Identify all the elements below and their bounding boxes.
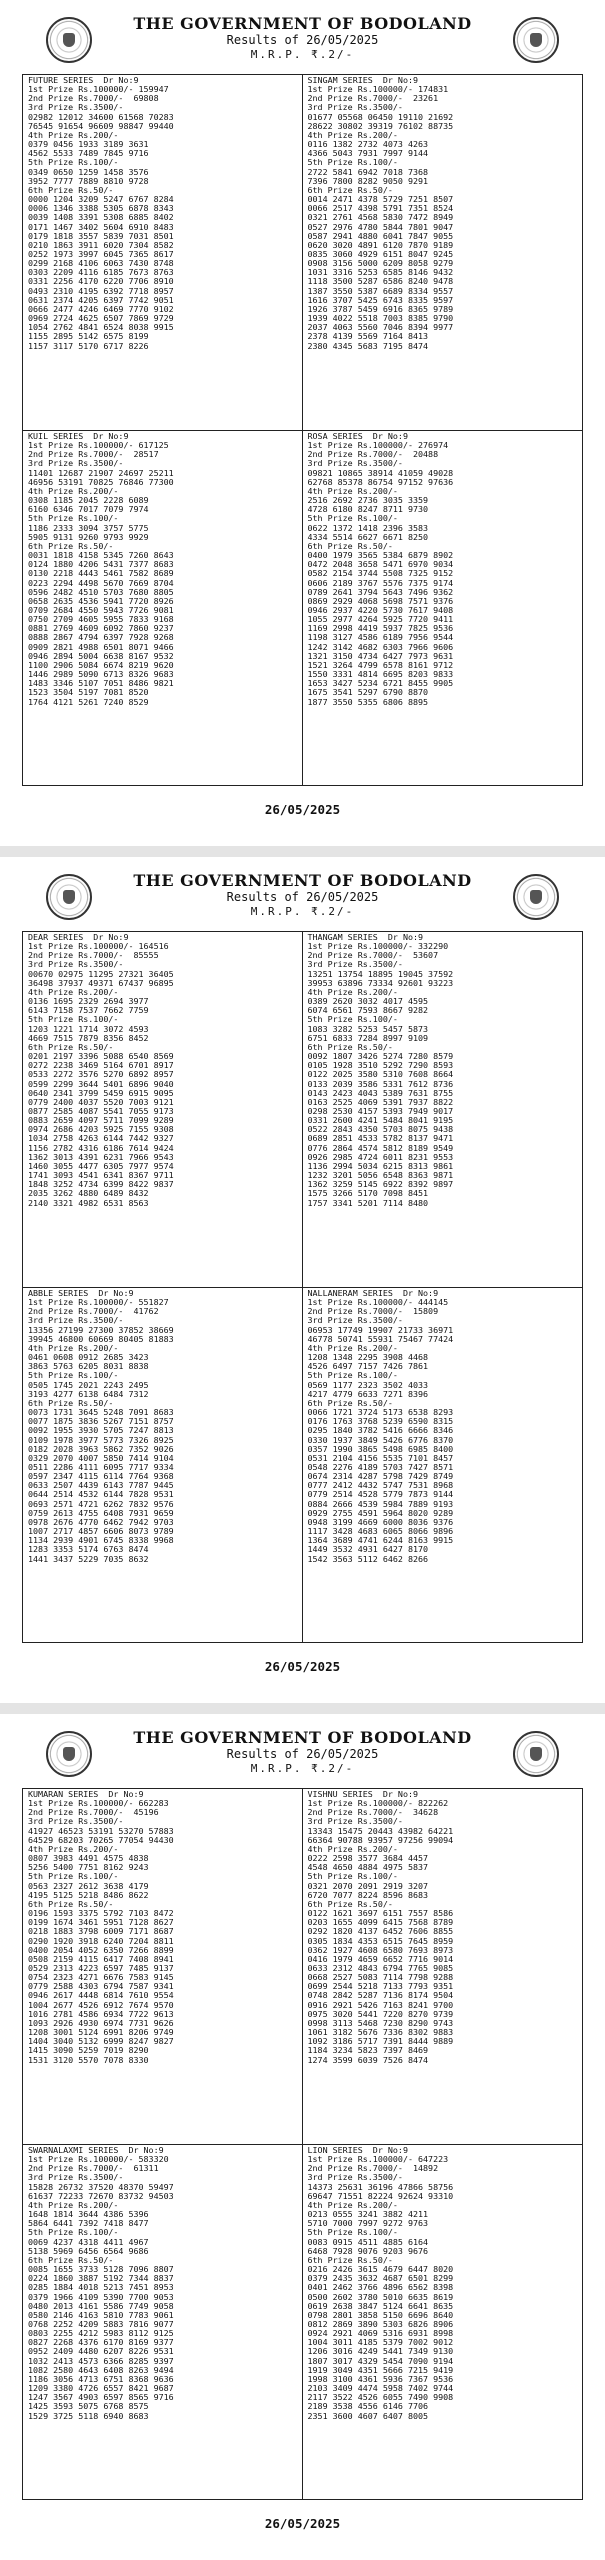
emblem-icon xyxy=(513,874,559,920)
series-block: SINGAM SERIES Dr No:9 1st Prize Rs.100000/- 174831 2nd Prize Rs.7000/- 23261 3rd Prize Rs.3500/- 01677 05568 06450 19110 21692 28622 30802 39319 76102 88735 4th Prize Rs.200/- 0116 1382 2732 4073 4263 4366 5043 7931 7997 9144 5th Prize Rs.100/- 2722 5841 6942 7018 7368 7396 7800 8282 9050 9291 6th Prize Rs.50/- 0014 2471 4378 5729 7251 8507 0066 2517 4398 5791 7351 8524 0321 2761 4568 5830 7472 8949 0527 2976 4780 5844 7801 9047 0587 2941 4880 6041 7847 9055 0620 3020 4891 6120 7870 9189 0835 3060 4929 6151 8047 9245 0908 3156 5000 6209 8058 9279 1031 3316 5253 6585 8146 9432 1118 3500 5287 6586 8240 9478 1387 3550 5387 6689 8334 9557 1616 3707 5425 6743 8335 9597 1926 3787 5459 6916 8365 9789 1939 4022 5518 7003 8385 9790 2037 4063 5560 7046 8394 9977 2378 4139 5569 7164 8413 2380 4345 5683 7195 8474 xyxy=(307,75,454,351)
government-title: THE GOVERNMENT OF BODOLAND xyxy=(133,14,472,33)
emblem-icon xyxy=(46,874,92,920)
series-block: ABBLE SERIES Dr No:9 1st Prize Rs.100000/- 551827 2nd Prize Rs.7000/- 41762 3rd Prize Rs.3500/- 13356 27199 27300 37852 38669 39945 46800 60669 80405 81883 4th Prize Rs.200/- 0461 0608 0912 2685 3423 3863 5763 6205 8031 8838 5th Prize Rs.100/- 0505 1745 2021 2243 2495 3193 4277 6138 6484 7312 6th Prize Rs.50/- 0073 1731 3645 5248 7091 8683 0077 1875 3836 5267 7151 8757 0092 1955 3930 5705 7247 8813 0109 1978 3977 5773 7326 8925 0182 2028 3963 5862 7352 9026 0329 2070 4007 5850 7414 9104 0511 2286 4111 6095 7717 9334 0597 2347 4115 6114 7764 9368 0633 2507 4439 6143 7787 9445 0644 2514 4532 6144 7828 9531 0693 2571 4721 6262 7832 9576 0759 2613 4755 6408 7931 9659 0978 2676 4770 6462 7942 9703 1007 2717 4857 6606 8073 9789 1134 2939 4901 6745 8338 9968 1283 3353 5174 6763 8474 1441 3437 5229 7035 8632 xyxy=(23,1287,303,1642)
emblem-icon xyxy=(46,1731,92,1777)
results-grid xyxy=(22,74,583,786)
emblem-icon xyxy=(513,1731,559,1777)
series-block: VISHNU SERIES Dr No:9 1st Prize Rs.100000/- 822262 2nd Prize Rs.7000/- 34628 3rd Prize Rs.3500/- 13343 15475 20443 43982 64221 66364 90788 93957 97256 99094 4th Prize Rs.200/- 0222 2598 3577 3684 4457 4548 4650 4884 4975 5837 5th Prize Rs.100/- 0321 2070 2091 2919 3207 6720 7077 8224 8596 8683 6th Prize Rs.50/- 0122 1621 3697 6151 7557 8586 0203 1655 4099 6415 7568 8789 0292 1820 4137 6452 7606 8855 0305 1834 4353 6515 7645 8959 0362 1927 4608 6580 7693 8973 0416 1979 4659 6652 7716 9014 0633 2312 4843 6794 7765 9085 0668 2527 5083 7114 7798 9288 0699 2544 5218 7133 7793 9351 0748 2842 5287 7136 8174 9504 0916 2921 5426 7163 8241 9700 0975 3020 5441 7220 8270 9739 0998 3113 5468 7230 8290 9743 1061 3182 5676 7336 8302 9883 1092 3186 5717 7391 8444 9889 1184 3234 5823 7397 8469 1274 3599 6039 7526 8474 xyxy=(307,1789,454,2065)
series-block: SWARNALAXMI SERIES Dr No:9 1st Prize Rs.100000/- 583320 2nd Prize Rs.7000/- 61311 3rd Prize Rs.3500/- 15828 26732 37520 48370 59497 61637 72233 72670 83732 94503 4th Prize Rs.200/- 1648 1814 3644 4386 5396 5864 6441 7392 7418 8477 5th Prize Rs.100/- 0069 4237 4318 4411 4967 5138 5969 6456 6564 9686 6th Prize Rs.50/- 0085 1655 3733 5128 7096 8807 0224 1860 3887 5192 7344 8837 0285 1884 4018 5213 7451 8953 0379 1966 4109 5390 7700 9053 0480 2013 4161 5586 7749 9058 0580 2146 4163 5810 7783 9061 0768 2252 4209 5883 7816 9077 0803 2255 4212 5983 8112 9125 0827 2268 4376 6170 8169 9377 0952 2409 4480 6207 8226 9531 1032 2413 4573 6366 8285 9397 1082 2580 4643 6408 8263 9494 1186 3056 4713 6751 8368 9636 1209 3380 4726 6557 8421 9687 1247 3567 4903 6597 8565 9716 1425 3593 5075 6768 8575 1529 3725 5118 6940 8683 xyxy=(23,2144,303,2499)
result-sheet-2 xyxy=(0,857,605,1703)
sheet-footer-date: 26/05/2025 xyxy=(264,2516,341,2531)
sheet-header xyxy=(22,14,583,70)
sheet-footer-date: 26/05/2025 xyxy=(264,802,341,817)
sheet-header xyxy=(22,871,583,927)
results-date: Results of 26/05/2025 xyxy=(226,890,379,904)
results-date: Results of 26/05/2025 xyxy=(226,1747,379,1761)
mrp-price: M.R.P. ₹.2/- xyxy=(250,905,355,918)
series-block: LION SERIES Dr No:9 1st Prize Rs.100000/- 647223 2nd Prize Rs.7000/- 14892 3rd Prize Rs.3500/- 14373 25631 36196 47866 58756 69647 71551 82224 92624 93310 4th Prize Rs.200/- 0213 0555 3241 3882 4211 5710 7000 7997 9272 9763 5th Prize Rs.100/- 0083 0915 4511 4885 6164 6468 7928 9076 9203 9676 6th Prize Rs.50/- 0216 2426 3615 4679 6447 8020 0379 2435 3632 4687 6501 8299 0401 2462 3766 4896 6562 8398 0500 2602 3780 5010 6635 8619 0619 2638 3847 5124 6641 8635 0798 2801 3858 5150 6696 8640 0812 2869 3890 5303 6826 8906 0924 2921 4069 5316 6931 8998 1004 3011 4185 5379 7002 9012 1206 3016 4249 5441 7349 9130 1807 3017 4329 5454 7090 9194 1919 3049 4351 5666 7215 9419 1998 3100 4361 5936 7367 9536 2103 3409 4474 5958 7402 9744 2117 3522 4526 6055 7490 9908 2189 3538 4556 6146 7706 2351 3600 4607 6407 8005 xyxy=(303,2144,583,2499)
series-block: KUIL SERIES Dr No:9 1st Prize Rs.100000/- 617125 2nd Prize Rs.7000/- 28517 3rd Prize Rs.3500/- 11401 12687 21907 24697 25211 46956 53191 70825 76846 77300 4th Prize Rs.200/- 0308 1185 2045 2228 6089 6160 6346 7017 7079 7974 5th Prize Rs.100/- 1186 2333 3094 3757 5775 5905 9131 9260 9793 9929 6th Prize Rs.50/- 0031 1818 4158 5345 7260 8643 0124 1880 4206 5431 7377 8683 0130 2218 4443 5461 7582 8689 0223 2294 4498 5670 7669 8704 0596 2482 4510 5703 7680 8805 0658 2635 4536 5941 7720 8926 0709 2684 4550 5943 7726 9081 0750 2709 4605 5955 7833 9168 0881 2769 4609 6092 7860 9237 0888 2867 4794 6397 7928 9268 0909 2821 4988 6501 8071 9466 0946 2894 5004 6638 8167 9532 1100 2906 5084 6674 8219 9620 1446 2989 5090 6713 8326 9683 1483 3346 5107 7051 8486 9821 1523 3504 5197 7081 8520 1764 4121 5261 7240 8529 xyxy=(23,430,303,785)
series-block: FUTURE SERIES Dr No:9 1st Prize Rs.100000/- 159947 2nd Prize Rs.7000/- 69808 3rd Prize Rs.3500/- 02982 12012 34600 61568 70283 76545 91654 96609 98847 99440 4th Prize Rs.200/- 0379 0456 1933 3189 3631 4562 5533 7489 7845 9716 5th Prize Rs.100/- 0349 0650 1259 1458 3576 3952 7777 7889 8810 9728 6th Prize Rs.50/- 0000 1204 3209 5247 6767 8284 0006 1346 3388 5305 6878 8343 0039 1408 3391 5308 6885 8402 0171 1467 3402 5604 6910 8483 0179 1818 3557 5839 7031 8501 0210 1863 3911 6020 7304 8582 0252 1973 3997 6045 7365 8617 0299 2168 4106 6063 7430 8748 0303 2209 4116 6185 7673 8763 0331 2256 4170 6220 7706 8910 0493 2310 4195 6392 7718 8957 0631 2374 4205 6397 7742 9051 0666 2477 4246 6469 7770 9102 0969 2724 4625 6507 7869 9729 1054 2762 4841 6524 8038 9915 1155 2895 5142 6575 8199 1157 3117 5170 6717 8226 xyxy=(23,75,303,430)
sheet-footer-date: 26/05/2025 xyxy=(264,1659,341,1674)
series-block: DEAR SERIES Dr No:9 1st Prize Rs.100000/- 164516 2nd Prize Rs.7000/- 85555 3rd Prize Rs.3500/- 00670 02975 11295 27321 36405 36498 37937 49371 67437 96895 4th Prize Rs.200/- 0136 1695 2329 2694 3977 6143 7158 7537 7662 7759 5th Prize Rs.100/- 1203 1221 1714 3072 4593 4669 7515 7879 8356 8452 6th Prize Rs.50/- 0201 2197 3396 5088 6540 8569 0272 2238 3469 5164 6701 8917 0533 2272 3576 5270 6892 8957 0599 2299 3644 5401 6896 9040 0640 2341 3799 5459 6915 9095 0779 2400 4037 5520 7003 9121 0877 2585 4087 5541 7055 9173 0883 2659 4097 5711 7099 9289 0974 2686 4203 5925 7155 9308 1034 2758 4263 6144 7442 9327 1156 2782 4316 6186 7614 9424 1362 3013 4391 6231 7966 9543 1460 3055 4477 6305 7977 9574 1741 3093 4541 6341 8367 9711 1848 3252 4734 6399 8422 9837 2035 3262 4880 6489 8432 2140 3321 4982 6531 8563 xyxy=(23,932,303,1287)
emblem-icon xyxy=(513,17,559,63)
result-sheet-1 xyxy=(0,0,605,846)
government-title: THE GOVERNMENT OF BODOLAND xyxy=(133,871,472,890)
series-block: KUMARAN SERIES Dr No:9 1st Prize Rs.100000/- 662283 2nd Prize Rs.7000/- 45196 3rd Prize Rs.3500/- 41927 46523 53191 53270 57883 64529 68203 70265 77054 94430 4th Prize Rs.200/- 0807 3983 4491 4575 4838 5256 5400 7751 8162 9243 5th Prize Rs.100/- 0563 2327 2612 3638 4179 4195 5125 5218 8486 8622 6th Prize Rs.50/- 0196 1593 3375 5792 7103 8472 0199 1674 3461 5951 7128 8627 0218 1883 3798 6009 7171 8687 0290 1920 3918 6240 7204 8811 0400 2054 4052 6350 7266 8899 0508 2159 4115 6417 7408 8941 0529 2313 4223 6597 7485 9137 0754 2323 4271 6676 7583 9145 0779 2588 4303 6794 7587 9341 0946 2617 4448 6814 7610 9554 1004 2677 4526 6912 7674 9570 1016 2781 4586 6934 7722 9613 1093 2926 4930 6974 7731 9626 1208 3001 5124 6991 8206 9749 1404 3040 5132 6999 8247 9827 1415 3090 5259 7019 8290 1531 3120 5570 7078 8330 xyxy=(23,1789,303,2144)
sheet-header xyxy=(22,1728,583,1784)
series-block: NALLANERAM SERIES Dr No:9 1st Prize Rs.100000/- 444145 2nd Prize Rs.7000/- 15809 3rd Prize Rs.3500/- 06953 17749 19907 21733 36971 46778 50741 55931 75467 77424 4th Prize Rs.200/- 1208 1348 2295 3908 4468 4526 6497 7157 7426 7861 5th Prize Rs.100/- 0569 1177 2323 3502 4033 4217 4779 6633 7271 8396 6th Prize Rs.50/- 0066 1721 3724 5173 6538 8293 0176 1763 3768 5239 6590 8315 0295 1840 3782 5416 6666 8346 0330 1937 3849 5426 6776 8370 0357 1990 3865 5498 6985 8400 0531 2104 4156 5535 7101 8457 0548 2276 4189 5703 7427 8571 0674 2314 4287 5798 7429 8749 0777 2412 4432 5747 7531 8968 0779 2514 4528 5779 7873 9144 0884 2666 4539 5984 7889 9193 0929 2755 4591 5964 8020 9289 0948 3199 4669 6000 8036 9376 1117 3428 4683 6065 8066 9896 1364 3689 4741 6244 8163 9915 1449 3532 4931 6427 8170 1542 3563 5112 6462 8266 xyxy=(303,1287,583,1642)
mrp-price: M.R.P. ₹.2/- xyxy=(250,48,355,61)
series-block: THANGAM SERIES Dr No:9 1st Prize Rs.100000/- 332290 2nd Prize Rs.7000/- 53607 3rd Prize Rs.3500/- 13251 13754 18895 19045 37592 39953 63896 73334 92601 93223 4th Prize Rs.200/- 0389 2620 3032 4017 4595 6074 6561 7593 8667 9282 5th Prize Rs.100/- 1083 3282 5253 5457 5873 6751 6833 7284 8997 9109 6th Prize Rs.50/- 0092 1807 3426 5274 7280 8579 0105 1928 3510 5292 7290 8593 0122 2025 3580 5310 7608 8664 0133 2039 3586 5331 7612 8736 0143 2423 4043 5389 7631 8755 0163 2525 4069 5391 7937 8822 0298 2530 4157 5393 7949 9017 0331 2600 4241 5484 8041 9195 0522 2843 4350 5703 8075 9438 0689 2851 4533 5782 8137 9471 0776 2864 4574 5812 8189 9549 0926 2985 4724 6011 8231 9553 1136 2994 5034 6215 8313 9861 1232 3201 5056 6548 8363 9871 1362 3259 5145 6922 8392 9897 1575 3266 5170 7098 8451 1757 3341 5201 7114 8480 xyxy=(307,932,454,1208)
results-date: Results of 26/05/2025 xyxy=(226,33,379,47)
mrp-price: M.R.P. ₹.2/- xyxy=(250,1762,355,1775)
emblem-icon xyxy=(46,17,92,63)
series-block: ROSA SERIES Dr No:9 1st Prize Rs.100000/- 276974 2nd Prize Rs.7000/- 20488 3rd Prize Rs.3500/- 09821 10865 38914 41059 49028 62768 85378 86754 97152 97636 4th Prize Rs.200/- 2516 2692 2736 3035 3359 4728 6180 8247 8711 9730 5th Prize Rs.100/- 0622 1372 1418 2396 3583 4334 5514 6627 6671 8250 6th Prize Rs.50/- 0400 1979 3565 5384 6879 8902 0472 2048 3658 5471 6970 9034 0582 2154 3744 5508 7325 9152 0606 2189 3767 5576 7375 9174 0789 2641 3794 5643 7496 9362 0869 2929 4068 5698 7571 9376 0946 2937 4220 5730 7617 9408 1055 2977 4264 5925 7720 9411 1169 2998 4419 5937 7825 9536 1198 3127 4586 6189 7956 9544 1242 3142 4682 6303 7966 9606 1321 3150 4734 6427 7973 9631 1521 3264 4799 6578 8161 9712 1550 3331 4814 6695 8203 9833 1653 3427 5234 6721 8455 9905 1675 3541 5297 6790 8870 1877 3550 5355 6806 8895 xyxy=(303,430,583,785)
government-title: THE GOVERNMENT OF BODOLAND xyxy=(133,1728,472,1747)
results-grid xyxy=(22,1788,583,2500)
result-sheet-3 xyxy=(0,1714,605,2560)
results-grid xyxy=(22,931,583,1643)
